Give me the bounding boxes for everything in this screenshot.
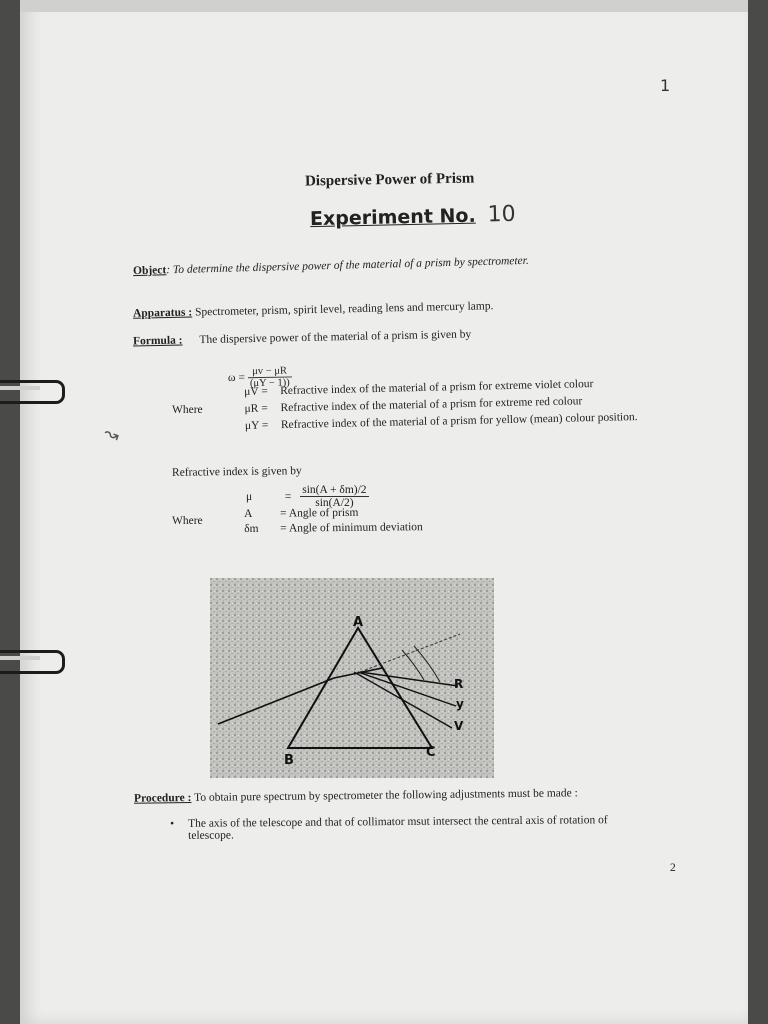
handwritten-experiment-number: 10 <box>487 201 516 228</box>
binder-ring-bottom <box>0 650 65 674</box>
procedure-bullet <box>170 814 608 842</box>
bullet-line-1: The axis of the telescope and that of collimator msut intersect the central axis of rotation of <box>187 814 608 830</box>
refractive-index-text: Refractive index is given by <box>171 465 302 479</box>
symbol: μY = <box>244 419 269 432</box>
prism-diagram <box>210 578 494 778</box>
vertex-label-a: A <box>353 615 364 630</box>
apparatus-text: Spectrometer, prism, spirit level, reading lens and mercury lamp. <box>194 300 494 319</box>
formula-text: The dispersive power of the material of a prism is given by <box>199 328 472 347</box>
page-title: Dispersive Power of Prism <box>304 170 475 190</box>
prism-diagram-svg <box>210 578 494 778</box>
ray-label-r: R <box>454 677 464 691</box>
refractive-equals: = <box>284 490 292 503</box>
where-label-1: Where <box>172 404 203 416</box>
refractive-numerator: sin(A + δm)/2 <box>302 484 367 496</box>
experiment-label: Experiment No. <box>309 204 476 231</box>
page-number-bottom: 2 <box>670 862 676 874</box>
refractive-denominator: sin(A/2) <box>315 497 354 509</box>
description: = Angle of minimum deviation <box>280 521 423 535</box>
formula-denominator: (μY − 1)) <box>249 377 290 390</box>
description: = Angle of prism <box>280 506 359 520</box>
vertex-label-b: B <box>284 753 294 768</box>
formula-numerator: μv − μR <box>248 365 292 378</box>
procedure-text: To obtain pure spectrum by spectrometer the following adjustments must be made : <box>194 787 578 804</box>
page-number-top: 1 <box>660 76 671 95</box>
apparatus-label: Apparatus : <box>132 306 193 320</box>
symbol: A <box>244 507 253 520</box>
symbol: μV = <box>244 385 268 398</box>
description: Refractive index of the material of a prism for yellow (mean) colour position. <box>280 411 638 432</box>
description: Refractive index of the material of a prism for extreme violet colour <box>280 378 594 398</box>
where-list-2 <box>244 505 423 537</box>
description: Refractive index of the material of a prism for extreme red colour <box>280 395 583 415</box>
where-list-1 <box>244 375 638 435</box>
symbol: μR = <box>244 402 268 415</box>
ray-label-y: y <box>456 697 464 711</box>
object-label: Object <box>132 264 167 278</box>
top-edge <box>20 0 748 12</box>
symbol: δm <box>244 522 259 535</box>
ray-label-v: V <box>454 719 464 733</box>
bullet-dot: • <box>170 817 175 830</box>
object-text: : To determine the dispersive power of the material of a prism by spectrometer. <box>166 254 529 277</box>
binder-ring-top <box>0 380 65 404</box>
experiment-heading <box>310 202 516 231</box>
vertex-label-c: C <box>426 745 436 760</box>
where-label-2: Where <box>172 515 203 527</box>
bullet-line-2: telescope. <box>188 829 234 842</box>
procedure-label: Procedure : <box>133 792 192 805</box>
where-row <box>244 520 423 537</box>
formula-label: Formula : <box>132 334 183 348</box>
pen-mark: ↝ <box>100 422 123 447</box>
refractive-lhs: μ <box>246 490 253 503</box>
formula-lhs: ω = <box>227 371 246 385</box>
